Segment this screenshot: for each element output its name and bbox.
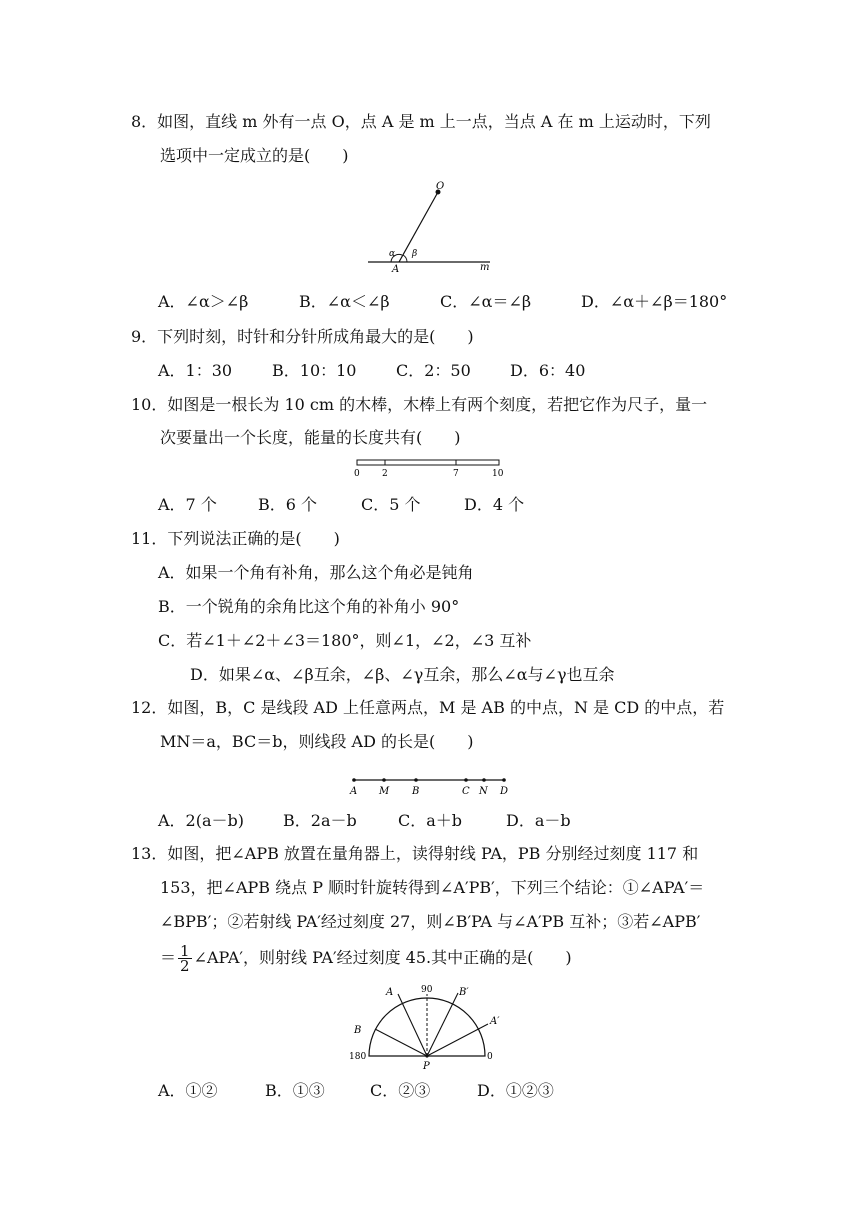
q13-stem-line2: 153，把∠APB 绕点 P 顺时针旋转得到∠A′PB′，下列三个结论：①∠APA′＝	[160, 878, 705, 897]
q13-label-Aprime: A′	[490, 1016, 500, 1027]
q10-tick-7: 7	[453, 469, 459, 479]
q10-option-b: B．6 个	[258, 495, 318, 514]
q12-option-b: B．2a－b	[283, 811, 357, 830]
q11-option-d: D．如果∠α、∠β互余，∠β、∠γ互余，那么∠α与∠γ也互余	[190, 665, 615, 684]
q13-label-Bprime: B′	[459, 987, 469, 998]
q11-option-a: A．如果一个角有补角，那么这个角必是钝角	[158, 563, 474, 582]
q8-label-A: A	[392, 264, 400, 275]
q13-option-a: A．①②	[158, 1081, 218, 1100]
q13-label-P: P	[423, 1061, 430, 1072]
q13-label-90: 90	[421, 985, 433, 995]
q12-stem-line2: MN＝a，BC＝b，则线段 AD 的长是( )	[160, 732, 474, 751]
q8-stem-line1: 8．如图，直线 m 外有一点 O，点 A 是 m 上一点，当点 A 在 m 上运动时，下列	[131, 112, 711, 131]
q9-stem: 9．下列时刻，时针和分针所成角最大的是( )	[131, 327, 474, 346]
q8-label-m: m	[480, 262, 490, 273]
q9-option-d: D．6：40	[510, 361, 586, 380]
q13-fraction	[178, 944, 192, 973]
q10-tick-0: 0	[354, 469, 360, 479]
q12-segment-figure	[348, 772, 514, 798]
q8-option-d: D．∠α＋∠β＝180°	[581, 292, 728, 311]
q11-option-b: B．一个锐角的余角比这个角的补角小 90°	[158, 597, 460, 616]
q11-stem: 11．下列说法正确的是( )	[131, 529, 340, 548]
q8-label-alpha: α	[389, 249, 396, 259]
q10-stem-line1: 10．如图是一根长为 10 cm 的木棒，木棒上有两个刻度，若把它作为尺子，量一	[131, 395, 708, 414]
q8-option-a: A．∠α＞∠β	[158, 292, 249, 311]
q10-stick-figure	[352, 456, 510, 480]
q8-label-beta: β	[412, 249, 418, 259]
q13-stem-line1: 13．如图，把∠APB 放置在量角器上，读得射线 PA，PB 分别经过刻度 117 和	[131, 844, 699, 863]
q13-option-d: D．①②③	[477, 1081, 554, 1100]
q13-label-180: 180	[349, 1052, 367, 1062]
q12-option-a: A．2(a－b)	[158, 811, 245, 830]
q8-option-b: B．∠α＜∠β	[299, 292, 390, 311]
q9-option-a: A．1：30	[158, 361, 233, 380]
q13-option-c: C．②③	[370, 1081, 431, 1100]
q10-stem-line2: 次要量出一个长度，能量的长度共有( )	[160, 428, 461, 447]
q11-option-c: C．若∠1＋∠2＋∠3＝180°，则∠1，∠2，∠3 互补	[158, 631, 532, 650]
q13-label-A: A	[386, 987, 394, 998]
q10-option-c: C．5 个	[361, 495, 421, 514]
q12-point-D: D	[500, 786, 509, 797]
q12-point-N: N	[479, 786, 488, 797]
q13-line4-text: ∠APA′，则射线 PA′经过刻度 45.其中正确的是( )	[193, 948, 572, 967]
q8-stem-line2: 选项中一定成立的是( )	[160, 146, 349, 165]
q13-fraction-denominator: 2	[180, 957, 190, 975]
q8-label-O: O	[436, 181, 445, 192]
q12-point-C: C	[462, 786, 470, 797]
q13-label-B: B	[354, 1025, 362, 1036]
q9-option-b: B．10：10	[272, 361, 357, 380]
q13-option-b: B．①③	[265, 1081, 325, 1100]
q12-point-B: B	[412, 786, 420, 797]
q12-point-M: M	[379, 786, 390, 797]
q12-option-d: D．a－b	[506, 811, 571, 830]
q13-fraction-numerator: 1	[180, 942, 190, 960]
q8-option-c: C．∠α＝∠β	[440, 292, 532, 311]
q13-stem-line4	[160, 944, 572, 973]
q9-option-c: C．2：50	[396, 361, 471, 380]
q12-option-c: C．a＋b	[398, 811, 463, 830]
q13-label-0: 0	[487, 1052, 493, 1062]
q13-protractor-figure	[345, 984, 515, 1072]
q13-equals: ＝	[160, 948, 177, 967]
q10-tick-10: 10	[492, 469, 504, 479]
q10-tick-2: 2	[382, 469, 388, 479]
q13-stem-line3: ∠BPB′；②若射线 PA′经过刻度 27，则∠B′PA 与∠A′PB 互补；③若∠APB′	[160, 912, 701, 931]
q12-stem-line1: 12．如图，B，C 是线段 AD 上任意两点，M 是 AB 的中点，N 是 CD 的中点，若	[131, 698, 725, 717]
q12-point-A: A	[350, 786, 358, 797]
q10-option-a: A．7 个	[158, 495, 217, 514]
q8-figure	[360, 180, 500, 276]
q10-option-d: D．4 个	[464, 495, 525, 514]
